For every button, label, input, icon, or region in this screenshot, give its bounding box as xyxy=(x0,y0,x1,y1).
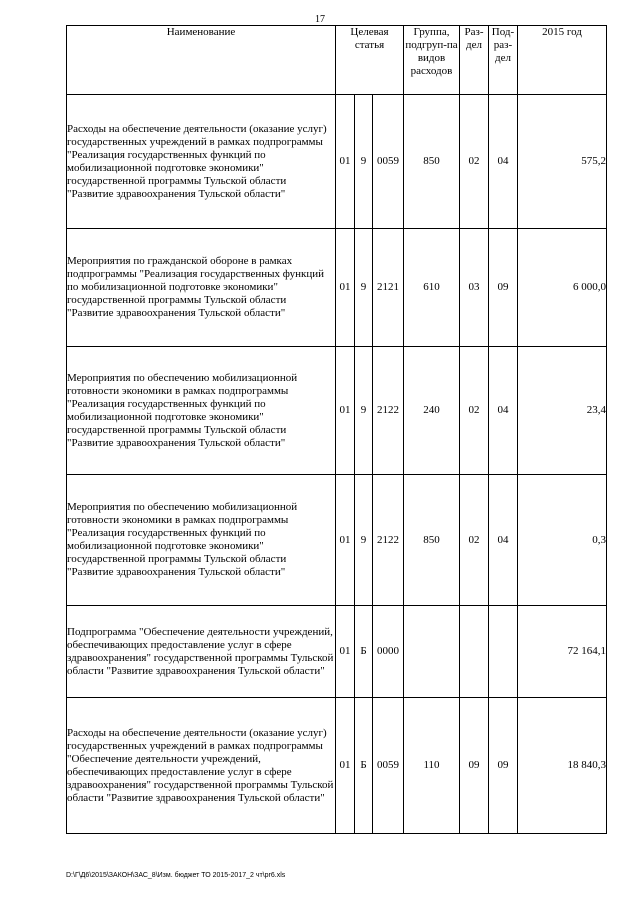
row-name: Подпрограмма "Обеспечение деятельности учреждений, обеспечивающих предоставление услуг в сфере здравоохранения" государственной программы Тульской области "Развитие здравоохранения Тульской области" xyxy=(67,606,336,698)
row-group xyxy=(404,606,460,698)
table-row xyxy=(67,229,607,347)
row-amount: 0,3 xyxy=(518,475,607,606)
header-name: Наименование xyxy=(67,26,336,95)
row-subsection: 04 xyxy=(489,95,518,229)
table-row xyxy=(67,95,607,229)
row-article-part3: 0059 xyxy=(373,698,404,834)
row-article-part3: 2121 xyxy=(373,229,404,347)
row-article-part2: 9 xyxy=(355,95,373,229)
row-article-part2: 9 xyxy=(355,475,373,606)
row-group: 240 xyxy=(404,347,460,475)
row-subsection: 09 xyxy=(489,229,518,347)
row-article-part3: 0000 xyxy=(373,606,404,698)
row-subsection: 04 xyxy=(489,347,518,475)
row-article-part1: 01 xyxy=(336,606,355,698)
row-subsection: 04 xyxy=(489,475,518,606)
table-row xyxy=(67,475,607,606)
table-row xyxy=(67,347,607,475)
header-section: Раз-дел xyxy=(460,26,489,95)
row-section: 09 xyxy=(460,698,489,834)
row-article-part2: 9 xyxy=(355,347,373,475)
row-amount: 575,2 xyxy=(518,95,607,229)
row-article-part3: 2122 xyxy=(373,347,404,475)
row-subsection: 09 xyxy=(489,698,518,834)
row-name: Расходы на обеспечение деятельности (оказание услуг) государственных учреждений в рамках подпрограммы "Обеспечение деятельности учреждений, обеспечивающих предоставление услуг в сфере здравоохранения" государственной программы Тульской области "Развитие здравоохранения Тульской области" xyxy=(67,698,336,834)
row-subsection xyxy=(489,606,518,698)
row-article-part1: 01 xyxy=(336,698,355,834)
row-amount: 23,4 xyxy=(518,347,607,475)
header-row xyxy=(67,26,607,95)
row-group: 850 xyxy=(404,475,460,606)
row-article-part3: 0059 xyxy=(373,95,404,229)
row-article-part1: 01 xyxy=(336,347,355,475)
row-article-part1: 01 xyxy=(336,475,355,606)
row-article-part1: 01 xyxy=(336,95,355,229)
row-article-part3: 2122 xyxy=(373,475,404,606)
table-row xyxy=(67,606,607,698)
budget-table xyxy=(66,25,607,834)
page-number: 17 xyxy=(315,14,325,25)
header-year: 2015 год xyxy=(518,26,607,95)
row-name: Мероприятия по обеспечению мобилизационной готовности экономики в рамках подпрограммы "Реализация государственных функций по мобилизационной подготовке экономики" государственной программы Тульской области "Развитие здравоохранения Тульской области" xyxy=(67,347,336,475)
header-subsection: Под-раз-дел xyxy=(489,26,518,95)
header-target-article: Целевая статья xyxy=(336,26,404,95)
header-group: Группа, подгруп-па видов расходов xyxy=(404,26,460,95)
row-amount: 72 164,1 xyxy=(518,606,607,698)
row-article-part1: 01 xyxy=(336,229,355,347)
row-name: Расходы на обеспечение деятельности (оказание услуг) государственных учреждений в рамках подпрограммы "Реализация государственных функций по мобилизационной подготовке экономики" государственной программы Тульской области "Развитие здравоохранения Тульской области" xyxy=(67,95,336,229)
table-row xyxy=(67,698,607,834)
row-group: 110 xyxy=(404,698,460,834)
row-section: 03 xyxy=(460,229,489,347)
row-article-part2: 9 xyxy=(355,229,373,347)
row-name: Мероприятия по гражданской обороне в рамках подпрограммы "Реализация государственных функций по мобилизационной подготовке экономики" государственной программы Тульской области "Развитие здравоохранения Тульской области" xyxy=(67,229,336,347)
row-section xyxy=(460,606,489,698)
file-path-footer: D:\Г\Д6\2015\ЗАКОН\ЗАС_8\Изм. бюджет ТО 2015-2017_2 чт\pr6.xls xyxy=(66,872,286,879)
row-amount: 18 840,3 xyxy=(518,698,607,834)
row-section: 02 xyxy=(460,347,489,475)
row-article-part2: Б xyxy=(355,698,373,834)
row-section: 02 xyxy=(460,475,489,606)
row-name: Мероприятия по обеспечению мобилизационной готовности экономики в рамках подпрограммы "Реализация государственных функций по мобилизационной подготовке экономики" государственной программы Тульской области "Развитие здравоохранения Тульской области" xyxy=(67,475,336,606)
row-section: 02 xyxy=(460,95,489,229)
row-amount: 6 000,0 xyxy=(518,229,607,347)
row-group: 610 xyxy=(404,229,460,347)
row-article-part2: Б xyxy=(355,606,373,698)
row-group: 850 xyxy=(404,95,460,229)
